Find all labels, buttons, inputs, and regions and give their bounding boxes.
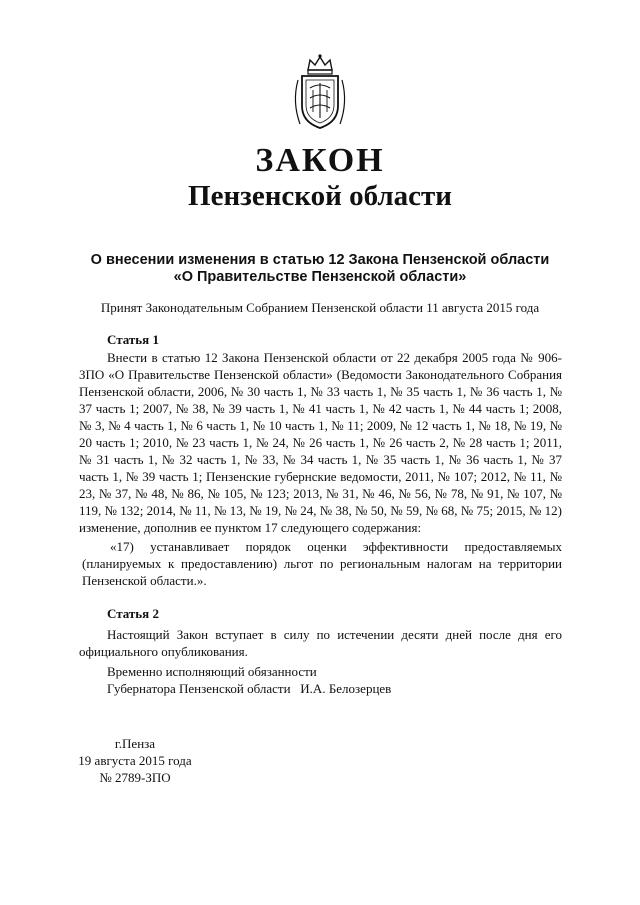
- law-title: ЗАКОН: [255, 142, 385, 179]
- region-title: Пензенской области: [188, 180, 452, 212]
- article-1-heading: Статья 1: [107, 332, 159, 347]
- article-1-quote: «17) устанавливает порядок оценки эффективности предоставляемых (планируемых к предоставлению) льгот по региональным налогам на территории Пензенской области.».: [82, 539, 562, 588]
- penza-coat-of-arms-icon: [288, 52, 352, 132]
- article-1-text: Внести в статью 12 Закона Пензенской области от 22 декабря 2005 года № 906-ЗПО «О Правительстве Пензенской области» (Ведомости Законодательного Собрания Пензенской области, 2006, № 30 часть 1, № 33 часть 1, № 35 часть 1, № 36 часть 1, № 37 часть 1; 2007, № 38, № 39 часть 1, № 41 часть 1, № 42 часть 1, № 44 часть 1; 2008, № 3, № 4 часть 1, № 6 часть 1, № 10 часть 1, № 11; 2009, № 12 часть 1, № 18, № 19, № 20 часть 1; 2010, № 23 часть 1, № 24, № 26 часть 1, № 26 часть 2, № 28 часть 1; 2011, № 31 часть 1, № 32 часть 1, № 33, № 34 часть 1, № 35 часть 1, № 36 часть 1, № 37 часть 1, № 39 часть 1; Пензенские губернские ведомости, 2011, № 107; 2012, № 11, № 23, № 37, № 48, № 86, № 105, № 123; 2013, № 31, № 46, № 56, № 78, № 91, № 107, № 119, № 132; 2014, № 11, № 13, № 19, № 24, № 38, № 50, № 59, № 68, № 75; 2015, № 12) изменение, дополнив ее пунктом 17 следующего содержания:: [79, 350, 562, 535]
- signatory-title: Временно исполняющий обязанности: [107, 664, 317, 679]
- article-2-text: Настоящий Закон вступает в силу по истечении десяти дней после дня его официального опубликования.: [79, 627, 562, 659]
- signing-date: 19 августа 2015 года: [78, 753, 192, 768]
- article-2-heading: Статья 2: [107, 606, 159, 621]
- law-subject-line-2: «О Правительстве Пензенской области»: [173, 269, 467, 285]
- adoption-note: Принят Законодательным Собранием Пензенской области 11 августа 2015 года: [100, 300, 540, 315]
- law-subject-line-1: О внесении изменения в статью 12 Закона Пензенской области: [90, 252, 550, 268]
- law-number: № 2789-ЗПО: [99, 770, 171, 785]
- city: г.Пенза: [114, 736, 156, 751]
- signatory-name: Губернатора Пензенской области И.А. Белозерцев: [107, 681, 392, 696]
